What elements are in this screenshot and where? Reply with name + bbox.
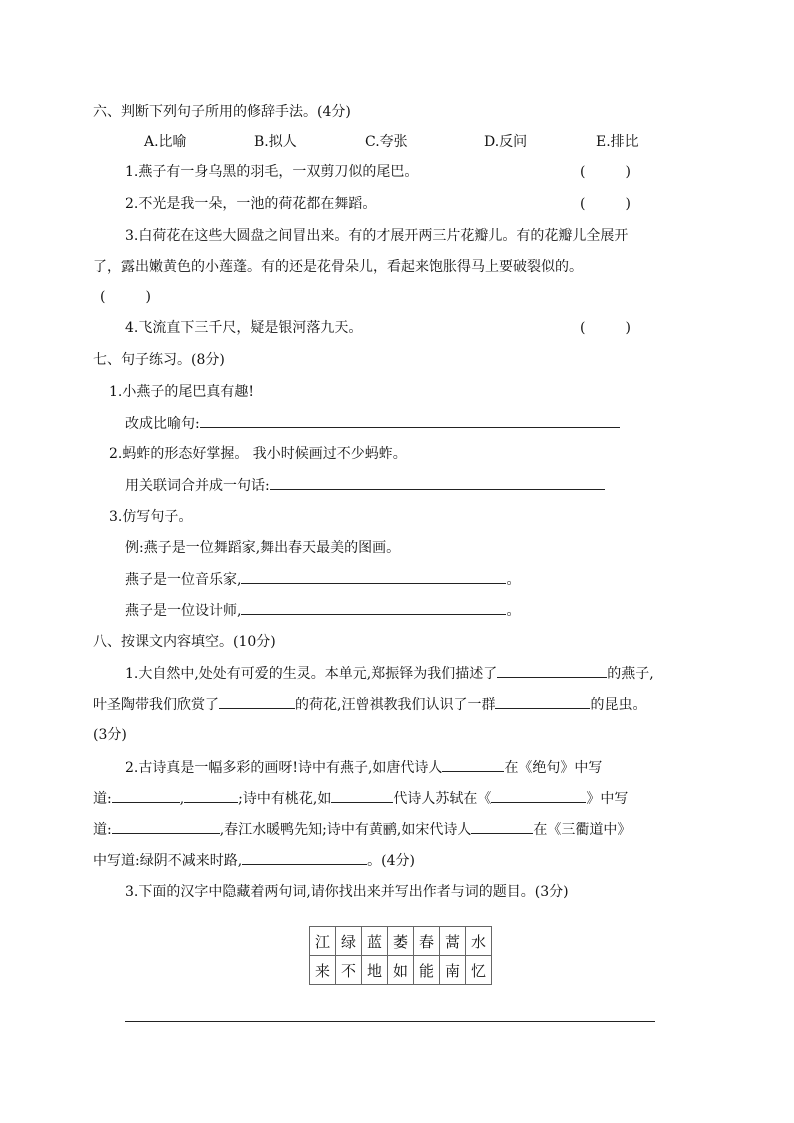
option-e: E.排比: [596, 134, 639, 150]
song-poet-blank[interactable]: [471, 819, 533, 834]
grid-cell: 能: [414, 956, 440, 985]
s8-p2-line-2: 道: , ;诗中有桃花,如 代诗人苏轼在《 》中写: [93, 788, 628, 809]
grid-row: [310, 956, 492, 985]
answer-paren-3[interactable]: ( ): [100, 289, 151, 305]
s8-p3: 3.下面的汉字中隐藏着两句词,请你找出来并写出作者与词的题目。(3分): [125, 884, 569, 900]
answer-paren-4[interactable]: ( ): [580, 320, 631, 336]
s8-p2-line-3: 道: ,春江水暖鸭先知;诗中有黄鹂,如宋代诗人 在《三衢道中》: [93, 819, 631, 840]
grid-cell: 地: [362, 956, 388, 985]
s6-question-4: 4.飞流直下三千尺，疑是银河落九天。: [125, 320, 363, 336]
option-a: A.比喻: [144, 134, 187, 150]
combine-answer-blank[interactable]: [270, 475, 605, 490]
s8-p2-line-1: 2.古诗真是一幅多彩的画呀!诗中有燕子,如唐代诗人 在《绝句》中写: [125, 757, 602, 778]
grid-cell: 南: [440, 956, 466, 985]
grid-cell: 绿: [336, 927, 362, 956]
grid-cell: 春: [414, 927, 440, 956]
option-c: C.夸张: [365, 134, 408, 150]
insect-blank[interactable]: [495, 694, 590, 709]
final-answer-line[interactable]: [125, 1021, 655, 1022]
jueju-line-2-blank[interactable]: [184, 788, 238, 803]
poem-title-blank[interactable]: [491, 788, 586, 803]
answer-paren-2[interactable]: ( ): [580, 196, 631, 212]
answer-paren-1[interactable]: ( ): [580, 164, 631, 180]
designer-answer-blank[interactable]: [241, 600, 506, 615]
s8-p1-score: (3分): [93, 727, 127, 743]
s7-imitate-line-1: 燕子是一位音乐家, 。: [125, 569, 520, 590]
section-7-title: 七、句子练习。(8分): [93, 352, 225, 368]
grid-cell: 江: [310, 927, 336, 956]
peach-line-blank[interactable]: [112, 819, 220, 834]
s7-question-3: 3.仿写句子。: [109, 509, 193, 525]
s6-question-3-line-1: 3.白荷花在这些大圆盘之间冒出来。有的才展开两三片花瓣儿。有的花瓣儿全展开: [125, 228, 629, 244]
sanqu-line-blank[interactable]: [242, 850, 367, 865]
s8-p2-line-4: 中写道:绿阴不减来时路, 。(4分): [93, 850, 415, 871]
musician-answer-blank[interactable]: [241, 569, 506, 584]
tang-poet-blank[interactable]: [442, 757, 504, 772]
s7-imitate-line-2: 燕子是一位设计师, 。: [125, 600, 520, 621]
s8-p1-line-1: 1.大自然中,处处有可爱的生灵。本单元,郑振铎为我们描述了 的燕子,: [125, 663, 654, 684]
s6-question-3-line-2: 了，露出嫩黄色的小莲蓬。有的还是花骨朵儿，看起来饱胀得马上要破裂似的。: [93, 259, 583, 275]
option-b: B.拟人: [254, 134, 297, 150]
grid-row: [310, 927, 492, 956]
section-8-title: 八、按课文内容填空。(10分): [93, 634, 276, 650]
grid-cell: 蒿: [440, 927, 466, 956]
grid-cell: 来: [310, 956, 336, 985]
s7-question-1: 1.小燕子的尾巴真有趣!: [109, 384, 254, 400]
grid-cell: 不: [336, 956, 362, 985]
grid-cell: 萎: [388, 927, 414, 956]
grid-cell: 蓝: [362, 927, 388, 956]
s8-p1-line-2: 叶圣陶带我们欣赏了 的荷花,汪曾祺教我们认识了一群 的昆虫。: [93, 694, 646, 715]
section-6-title: 六、判断下列句子所用的修辞手法。(4分): [93, 104, 351, 120]
grid-cell: 如: [388, 956, 414, 985]
metaphor-answer-blank[interactable]: [200, 413, 620, 428]
lotus-blank[interactable]: [219, 694, 295, 709]
s7-q2-prompt: 用关联词合并成一句话:: [125, 475, 605, 496]
s7-q1-prompt: 改成比喻句:: [125, 413, 620, 434]
grid-cell: 水: [466, 927, 492, 956]
hidden-characters-grid: [309, 926, 492, 985]
swallow-blank[interactable]: [497, 663, 607, 678]
grid-cell: 忆: [466, 956, 492, 985]
option-d: D.反问: [484, 134, 528, 150]
jueju-line-1-blank[interactable]: [112, 788, 180, 803]
s7-question-2: 2.蚂蚱的形态好掌握。 我小时候画过不少蚂蚱。: [109, 446, 407, 462]
s6-question-2: 2.不光是我一朵，一池的荷花都在舞蹈。: [125, 196, 377, 212]
s7-example: 例:燕子是一位舞蹈家,舞出春天最美的图画。: [125, 540, 401, 556]
s6-question-1: 1.燕子有一身乌黑的羽毛，一双剪刀似的尾巴。: [125, 164, 419, 180]
dynasty-blank[interactable]: [331, 788, 393, 803]
